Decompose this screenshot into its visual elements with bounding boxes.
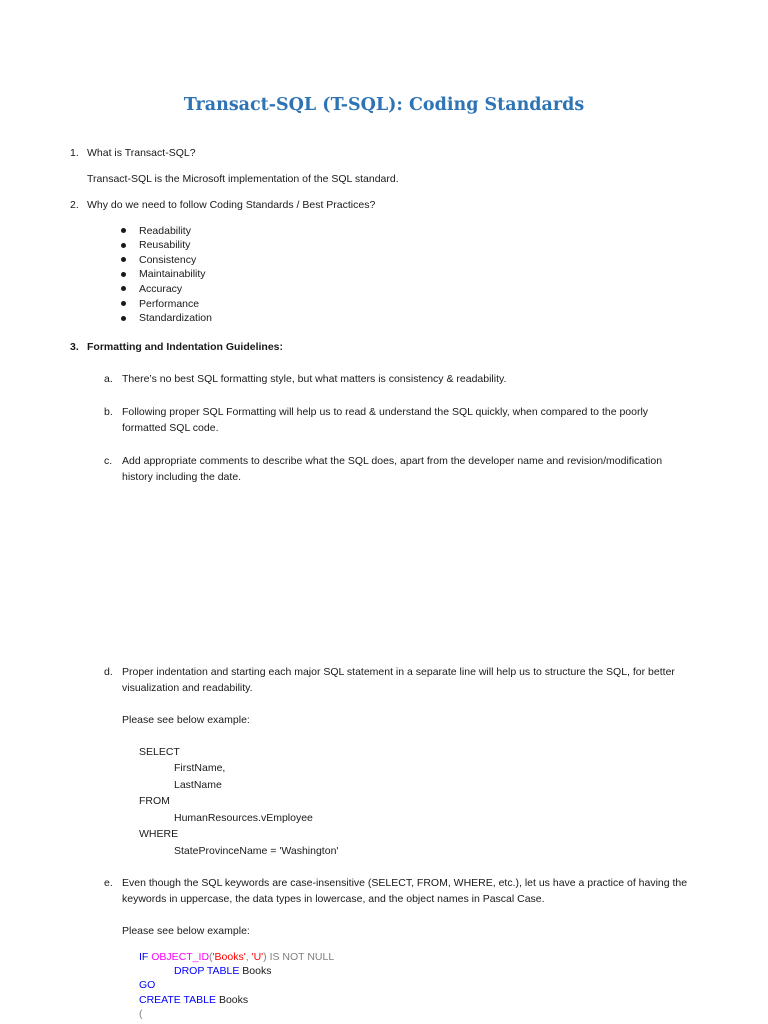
item-c-line2: history including the date.	[122, 471, 242, 483]
code-string: 'Books'	[212, 951, 246, 963]
item-e-example-intro: Please see below example:	[122, 925, 250, 937]
item-e-line2: keywords in uppercase, the data types in lowercase, and the object names in Pascal Case.	[122, 893, 545, 905]
item-d-example-intro: Please see below example:	[122, 714, 250, 726]
code-line	[174, 964, 271, 978]
bullet-dot-icon	[121, 286, 126, 291]
code-line: FROM	[139, 795, 170, 807]
q1-question: What is Transact-SQL?	[87, 147, 196, 159]
bullet-dot-icon	[121, 301, 126, 306]
code-line	[139, 1007, 143, 1021]
code-keyword: GO	[139, 979, 156, 991]
code-object: Books	[216, 994, 249, 1006]
code-string: 'U'	[251, 951, 264, 963]
code-function: OBJECT_ID	[151, 951, 210, 963]
code-operator: IS NOT NULL	[266, 951, 335, 963]
q2-number: 2.	[70, 199, 79, 211]
code-punct: (	[209, 951, 213, 963]
code-keyword: CREATE TABLE	[139, 994, 217, 1006]
item-c-label: c.	[104, 455, 113, 467]
q1-number: 1.	[70, 147, 79, 159]
list-item: Maintainability	[139, 268, 206, 280]
list-item: Performance	[139, 298, 200, 310]
code-line: StateProvinceName = 'Washington'	[174, 845, 339, 857]
code-line: WHERE	[139, 828, 179, 840]
q1-answer: Transact-SQL is the Microsoft implementation of the SQL standard.	[87, 173, 399, 185]
list-item: Standardization	[139, 312, 212, 324]
list-item: Readability	[139, 225, 191, 237]
item-b-line2: formatted SQL code.	[122, 422, 219, 434]
item-d-label: d.	[104, 666, 113, 678]
item-d-line1: Proper indentation and starting each major SQL statement in a separate line will help us to structure the SQL, for better	[122, 666, 675, 678]
q3-number: 3.	[70, 341, 79, 353]
page-title: Transact-SQL (T-SQL): Coding Standards	[183, 95, 585, 115]
q3-heading: Formatting and Indentation Guidelines:	[87, 341, 283, 353]
item-d-line2: visualization and readability.	[122, 682, 253, 694]
bullet-dot-icon	[121, 272, 126, 277]
list-item: Accuracy	[139, 283, 183, 295]
code-keyword: IF	[139, 951, 149, 963]
code-line: SELECT	[139, 746, 180, 758]
item-a-label: a.	[104, 373, 113, 385]
q2-question: Why do we need to follow Coding Standards / Best Practices?	[87, 199, 376, 211]
code-line: LastName	[174, 779, 222, 791]
bullet-dot-icon	[121, 257, 126, 262]
bullet-dot-icon	[121, 228, 126, 233]
item-a-text: There’s no best SQL formatting style, but what matters is consistency & readability.	[122, 373, 507, 385]
item-e-label: e.	[104, 877, 113, 889]
list-item: Reusability	[139, 239, 191, 251]
list-item: Consistency	[139, 254, 197, 266]
item-e-line1: Even though the SQL keywords are case-insensitive (SELECT, FROM, WHERE, etc.), let us have a practice of having the	[122, 877, 688, 889]
item-b-label: b.	[104, 406, 113, 418]
code-line	[139, 978, 155, 992]
code-punct: (	[139, 1008, 143, 1020]
item-c-line1: Add appropriate comments to describe what the SQL does, apart from the developer name and revision/modification	[122, 455, 663, 467]
bullet-dot-icon	[121, 243, 126, 248]
code-line: HumanResources.vEmployee	[174, 812, 313, 824]
item-b-line1: Following proper SQL Formatting will help us to read & understand the SQL quickly, when compared to the poorly	[122, 406, 649, 418]
code-line: FirstName,	[174, 762, 226, 774]
code-punct: ,	[245, 951, 252, 963]
code-object: Books	[239, 965, 272, 977]
code-line	[139, 993, 248, 1007]
code-keyword: DROP TABLE	[174, 965, 240, 977]
bullet-dot-icon	[121, 316, 126, 321]
code-line	[139, 950, 334, 964]
code-punct: )	[263, 951, 267, 963]
